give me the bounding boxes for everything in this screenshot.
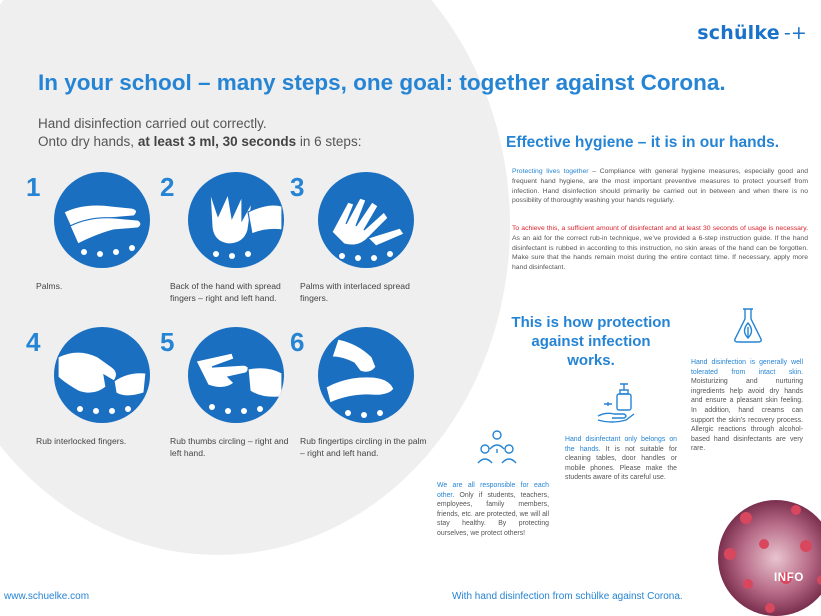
step-caption: Rub thumbs circling – right and left hand. [170, 436, 289, 458]
step-illustration [54, 327, 150, 423]
intro-suffix: in 6 steps: [296, 134, 362, 149]
brand-plus-mark: -+ [783, 22, 807, 44]
fingertips-circling-icon [318, 327, 414, 423]
soap-dispenser-hand-icon [594, 380, 638, 424]
brand-name: schülke [697, 22, 780, 44]
thumbs-circling-icon [188, 327, 284, 423]
hygiene-title: Effective hygiene – it is in our hands. [506, 134, 780, 151]
footer-tagline: With hand disinfection from schülke against Corona. [452, 591, 683, 602]
step-caption: Palms with interlaced spread fingers. [300, 281, 410, 303]
skin-tolerance-text [691, 358, 803, 454]
step-caption: Palms. [36, 281, 63, 291]
paragraph-lead: To achieve this, a sufficient amount of disinfectant and at least 30 seconds of usage is necessary. [512, 225, 808, 232]
intro-line-1: Hand disinfection carried out correctly. [38, 116, 267, 131]
step-illustration [188, 327, 284, 423]
protection-title: This is how protection against infection works. [511, 314, 671, 369]
intro-prefix: Onto dry hands, [38, 134, 138, 149]
intro-emphasis: at least 3 ml, 30 seconds [137, 134, 297, 149]
palms-icon [54, 172, 150, 268]
step-illustration [54, 172, 150, 268]
col-body: It is not suitable for cleaning tables, door handles or mobile phones. Please make the students aware of its careful use. [565, 445, 677, 482]
step-illustration [318, 327, 414, 423]
interlocked-fingers-icon [54, 327, 150, 423]
interlaced-fingers-icon [318, 172, 414, 268]
paragraph-lead: Protecting lives together [512, 168, 589, 175]
page-title: In your school – many steps, one goal: together against Corona. [38, 70, 726, 95]
step-number: 5 [160, 327, 175, 357]
step-caption: Back of the hand with spread fingers – right and left hand. [170, 281, 281, 303]
footer-website-link[interactable]: www.schuelke.com [4, 591, 90, 602]
step-number: 3 [290, 172, 305, 202]
step-illustration [188, 172, 284, 268]
step-caption: Rub fingertips circling in the palm – right and left hand. [300, 436, 427, 458]
hygiene-paragraph-1 [512, 167, 808, 206]
step-number: 2 [160, 172, 175, 202]
col-body: Only if students, teachers, employees, family members, friends, etc. are protected, we will all stay healthy. By protecting ourselves, we protect others! [437, 491, 549, 537]
step-caption: Rub interlocked fingers. [36, 436, 127, 446]
hygiene-paragraph-2 [512, 224, 808, 273]
info-label: INFO [774, 572, 804, 584]
brand-logo[interactable] [697, 22, 807, 44]
disinfectant-use-text [565, 435, 677, 483]
people-group-icon [475, 427, 519, 471]
step-illustration [318, 172, 414, 268]
responsibility-text [437, 481, 549, 539]
intro-line-2 [38, 133, 361, 151]
intro-text [38, 115, 361, 151]
paragraph-body: As an aid for the correct rub-in technique, we’ve provided a 6-step instruction guide. If the hand disinfectant is rubbed in according to this instruction, no skin areas of the hand can be forgotten. Make sure that the hands remain moist during the entire contact time. If necessary, apply more hand disinfectant. [512, 234, 808, 272]
step-number: 1 [26, 172, 41, 202]
paragraph-body: – Compliance with general hygiene measures, especially good and frequent hand hygiene, are the most important preventive measures to protect yourself from infection. Hand disinfection should primarily be carried out in between and when there is no possibility of thoroughly washing your hands regularly. [512, 168, 809, 205]
col-lead: Hand disinfection is generally well tolerated from intact skin. [691, 359, 803, 376]
back-of-hand-icon [188, 172, 284, 268]
step-number: 6 [290, 327, 305, 357]
flask-leaf-icon [728, 305, 768, 345]
step-number: 4 [26, 327, 41, 357]
col-body: Moisturizing and nurturing ingredients help avoid dry hands and ensure a pleasant skin feeling. In addition, hand creams can support the skin’s recovery process. Allergic reactions through alcohol-based hand disinfectants are very rare. [691, 378, 803, 453]
col-lead: We are all responsible for each other. [437, 482, 549, 499]
coronavirus-image [706, 488, 821, 616]
col-lead: Hand disinfectant only belongs on the hands. [565, 436, 677, 453]
